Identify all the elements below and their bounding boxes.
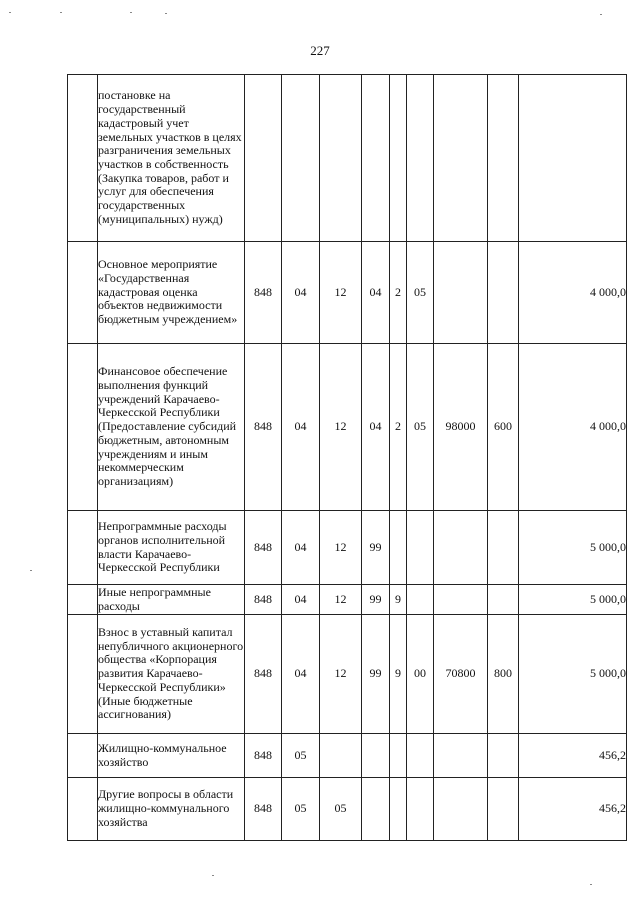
amount: 4 000,0 xyxy=(519,242,627,344)
code-cs1: 99 xyxy=(362,585,390,615)
code-ved: 848 xyxy=(245,615,282,734)
code-cs2 xyxy=(390,511,407,585)
expense-description: Взнос в уставный капитал непубличного акционерного общества «Корпорация развития Карачаево-Черкесской Республики» (Иные бюджетные ассигнования) xyxy=(98,615,245,734)
code-cs2: 2 xyxy=(390,344,407,511)
code-cs2: 2 xyxy=(390,242,407,344)
scan-speck xyxy=(212,875,214,876)
table-row xyxy=(68,585,627,615)
code-cs3: 05 xyxy=(407,344,434,511)
code-vr xyxy=(488,242,519,344)
code-cs4 xyxy=(434,778,488,841)
expense-description: Жилищно-коммунальное хозяйство xyxy=(98,734,245,778)
expense-description: Иные непрограммные расходы xyxy=(98,585,245,615)
code-cs2: 9 xyxy=(390,585,407,615)
table-row xyxy=(68,511,627,585)
code-cs4 xyxy=(434,734,488,778)
row-number-cell xyxy=(68,585,98,615)
code-cs1: 99 xyxy=(362,511,390,585)
scan-speck xyxy=(165,13,167,14)
code-rz: 04 xyxy=(282,344,320,511)
code-cs3: 05 xyxy=(407,242,434,344)
code-cs3 xyxy=(407,585,434,615)
code-cs4 xyxy=(434,242,488,344)
code-ved: 848 xyxy=(245,344,282,511)
scan-speck xyxy=(30,570,32,571)
code-ved: 848 xyxy=(245,778,282,841)
code-rz: 04 xyxy=(282,585,320,615)
amount: 456,2 xyxy=(519,734,627,778)
expense-description: Финансовое обеспечение выполнения функций учреждений Карачаево-Черкесской Республики (Предоставление субсидий бюджетным, автономным учреждениям и иным некоммерческим организациям) xyxy=(98,344,245,511)
code-pr: 12 xyxy=(320,242,362,344)
code-ved: 848 xyxy=(245,511,282,585)
code-rz: 05 xyxy=(282,734,320,778)
code-vr xyxy=(488,778,519,841)
code-pr: 12 xyxy=(320,615,362,734)
table-row xyxy=(68,75,627,242)
code-vr xyxy=(488,585,519,615)
code-cs2 xyxy=(390,734,407,778)
code-ved: 848 xyxy=(245,242,282,344)
code-pr xyxy=(320,734,362,778)
code-cs1 xyxy=(362,778,390,841)
table-row xyxy=(68,734,627,778)
code-cs4: 98000 xyxy=(434,344,488,511)
expense-description: Основное мероприятие «Государственная кадастровая оценка объектов недвижимости бюджетным учреждением» xyxy=(98,242,245,344)
scan-speck xyxy=(60,12,62,13)
code-ved xyxy=(245,75,282,242)
code-cs3 xyxy=(407,511,434,585)
scan-speck xyxy=(590,884,592,885)
code-ved: 848 xyxy=(245,585,282,615)
table-row xyxy=(68,778,627,841)
amount: 5 000,0 xyxy=(519,585,627,615)
table-row xyxy=(68,344,627,511)
code-cs2 xyxy=(390,75,407,242)
row-number-cell xyxy=(68,615,98,734)
code-cs3 xyxy=(407,778,434,841)
scan-speck xyxy=(600,14,602,15)
scan-speck xyxy=(9,12,11,13)
code-vr: 600 xyxy=(488,344,519,511)
code-cs4 xyxy=(434,75,488,242)
expense-description: Другие вопросы в области жилищно-коммунального хозяйства xyxy=(98,778,245,841)
scan-speck xyxy=(130,12,132,13)
code-cs1: 99 xyxy=(362,615,390,734)
code-rz: 05 xyxy=(282,778,320,841)
code-cs2 xyxy=(390,778,407,841)
code-rz: 04 xyxy=(282,615,320,734)
code-vr xyxy=(488,75,519,242)
code-cs4 xyxy=(434,585,488,615)
code-ved: 848 xyxy=(245,734,282,778)
code-rz: 04 xyxy=(282,242,320,344)
code-pr: 12 xyxy=(320,344,362,511)
code-vr xyxy=(488,734,519,778)
table-row xyxy=(68,615,627,734)
row-number-cell xyxy=(68,344,98,511)
code-cs4 xyxy=(434,511,488,585)
amount xyxy=(519,75,627,242)
code-cs4: 70800 xyxy=(434,615,488,734)
row-number-cell xyxy=(68,75,98,242)
code-cs2: 9 xyxy=(390,615,407,734)
row-number-cell xyxy=(68,778,98,841)
expense-description: Непрограммные расходы органов исполнительной власти Карачаево-Черкесской Республики xyxy=(98,511,245,585)
code-cs1: 04 xyxy=(362,344,390,511)
row-number-cell xyxy=(68,511,98,585)
amount: 456,2 xyxy=(519,778,627,841)
row-number-cell xyxy=(68,734,98,778)
budget-table xyxy=(67,74,627,841)
code-cs1: 04 xyxy=(362,242,390,344)
code-cs3 xyxy=(407,734,434,778)
code-vr xyxy=(488,511,519,585)
code-pr: 05 xyxy=(320,778,362,841)
code-cs1 xyxy=(362,734,390,778)
table-row xyxy=(68,242,627,344)
code-vr: 800 xyxy=(488,615,519,734)
expense-description: постановке на государственный кадастровый учет земельных участков в целях разграничения земельных участков в собственность (Закупка товаров, работ и услуг для обеспечения государственных (муниципальных) нужд) xyxy=(98,75,245,242)
code-cs3 xyxy=(407,75,434,242)
code-rz xyxy=(282,75,320,242)
code-rz: 04 xyxy=(282,511,320,585)
amount: 5 000,0 xyxy=(519,615,627,734)
page-number: 227 xyxy=(310,43,330,58)
code-pr xyxy=(320,75,362,242)
amount: 5 000,0 xyxy=(519,511,627,585)
code-pr: 12 xyxy=(320,511,362,585)
code-cs1 xyxy=(362,75,390,242)
amount: 4 000,0 xyxy=(519,344,627,511)
code-pr: 12 xyxy=(320,585,362,615)
code-cs3: 00 xyxy=(407,615,434,734)
row-number-cell xyxy=(68,242,98,344)
